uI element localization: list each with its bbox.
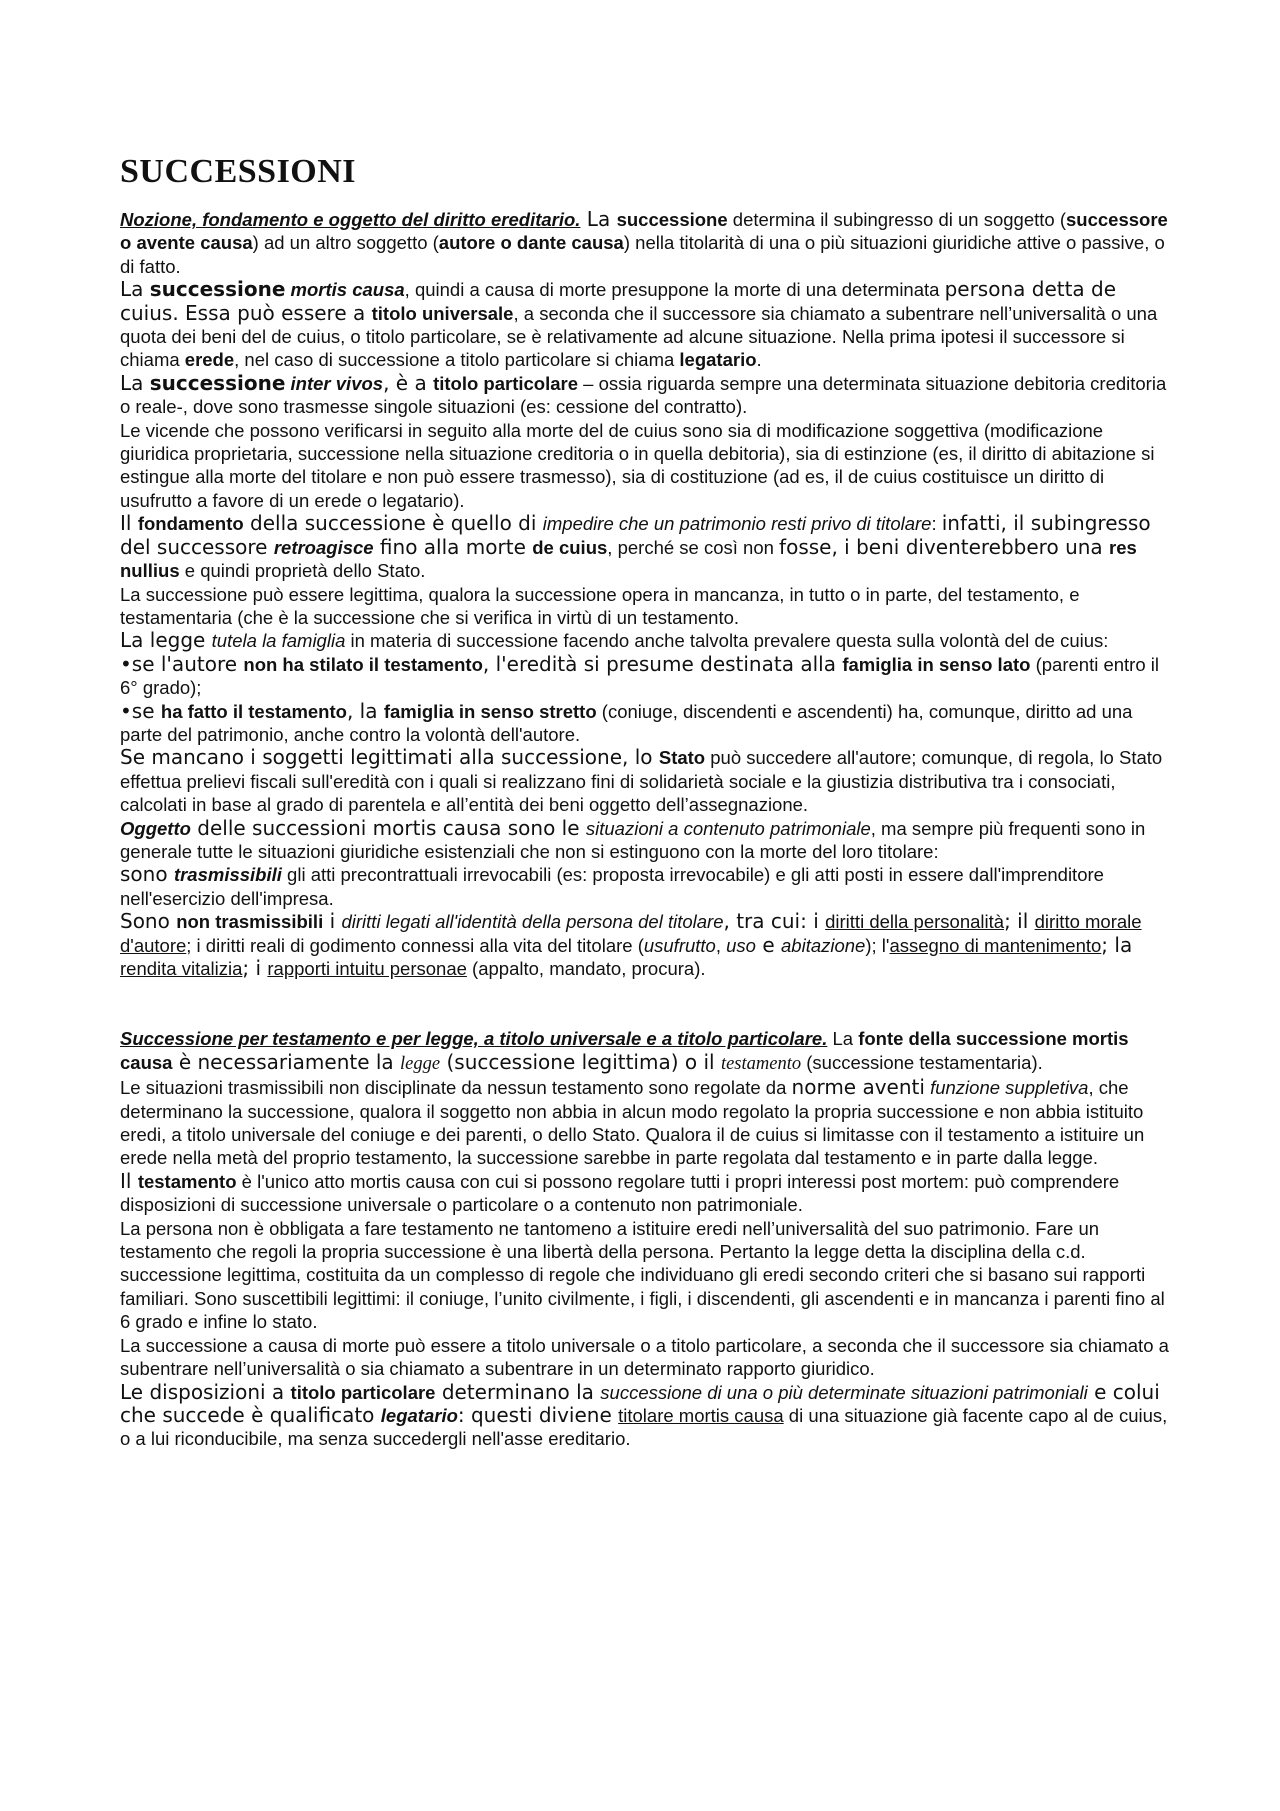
paragraph-non-trasmissibili: Sono non trasmissibili i diritti legati all'identità della persona del titolare, tra cui: i diritti della personalità; il diritto morale d'autore; i diritti reali di godimento connessi alla vita del titolare (usufrutto, uso e abitazione); l'assegno di mantenimento; la rendita vitalizia; i rapporti intuitu personae (appalto, mandato, procura). bbox=[120, 909, 1142, 980]
list-item-con-testamento: •se ha fatto il testamento, la famiglia in senso stretto (coniuge, discendenti e ascendenti) ha, comunque, diritto ad una parte del patrimonio, anche contro la volontà dell'autore. bbox=[120, 698, 1133, 745]
paragraph-stato: Se mancano i soggetti legittimati alla successione, lo Stato può succedere all'autore; comunque, di regola, lo Stato effettua prelievi fiscali sull'eredità con i quali si realizzano fini di solidarietà sociale e la giustizia distributiva tra i consociati, calcolati in base al grado di parentela e all’entità dei beni oggetto dell’assegnazione. bbox=[120, 745, 1163, 816]
paragraph-fonte: Successione per testamento e per legge, a titolo universale e a titolo particolare. La fonte della successione mortis causa è necessariamente la legge (successione legittima) o il testamento (successione testamentaria). bbox=[120, 1028, 1129, 1074]
list-item-senza-testamento: •se l'autore non ha stilato il testamento, l'eredità si presume destinata alla famiglia in senso lato (parenti entro il 6° grado); bbox=[120, 651, 1159, 699]
paragraph-nozione: Nozione, fondamento e oggetto del diritto ereditario. La successione determina il subingresso di un soggetto (successore o avente causa) ad un altro soggetto (autore o dante causa) nella titolarità di una o più situazioni giuridiche attive o passive, o di fatto. bbox=[120, 207, 1168, 277]
section-spacer bbox=[120, 980, 1170, 1027]
paragraph-trasmissibili: sono trasmissibili gli atti precontrattuali irrevocabili (es: proposta irrevocabile) e gli atti posti in essere dall'imprenditore nell'esercizio dell'impresa. bbox=[120, 862, 1104, 909]
document-title: SUCCESSIONI bbox=[120, 153, 357, 190]
paragraph-inter-vivos: La successione inter vivos, è a titolo particolare – ossia riguarda sempre una determinata situazione debitoria creditoria o reale-, dove sono trasmesse singole situazioni (es: cessione del contratto). bbox=[120, 370, 1167, 418]
paragraph-titolo: La successione a causa di morte può essere a titolo universale o a titolo particolare, a seconda che il successore sia chiamato a subentrare nell’universalità o sia chiamato a subentrare in un determinato rapporto giuridico. bbox=[120, 1334, 1169, 1380]
paragraph-liberta: La persona non è obbligata a fare testamento ne tantomeno a istituire eredi nell’universalità del suo patrimonio. Fare un testamento che regoli la propria successione è una libertà della persona. Pertanto la legge detta la disciplina della c.d. successione legittima, costituita da un complesso di regole che individuano gli eredi secondo criteri che si basano sui rapporti familiari. Sono suscettibili legittimi: il coniuge, l’unito civilmente, i figli, i discendenti, gli ascendenti e in mancanza i parenti fino al 6 grado e infine lo stato. bbox=[120, 1217, 1165, 1333]
section-heading-successione: Successione per testamento e per legge, a titolo universale e a titolo particolare. bbox=[120, 1028, 828, 1050]
paragraph-tutela: La legge tutela la famiglia in materia di successione facendo anche talvolta prevalere questa sulla volontà del de cuius: bbox=[120, 628, 1109, 653]
paragraph-fondamento: Il fondamento della successione è quello di impedire che un patrimonio resti privo di titolare: infatti, il subingresso del successore retroagisce fino alla morte de cuius, perché se così non fosse, i beni diventerebbero una res nullius e quindi proprietà dello Stato. bbox=[120, 511, 1151, 582]
section-heading-nozione: Nozione, fondamento e oggetto del diritto ereditario. bbox=[120, 209, 581, 230]
paragraph-legatario: Le disposizioni a titolo particolare determinano la successione di una o più determinate situazioni patrimoniali e colui che succede è qualificato legatario: questi diviene titolare mortis causa di una situazione già facente capo al de cuius, o a lui riconducibile, ma senza succedergli nell'asse ereditario. bbox=[120, 1379, 1168, 1450]
paragraph-testamento: Il testamento è l'unico atto mortis causa con cui si possono regolare tutti i propri interessi post mortem: può comprendere disposizioni di successione universale o particolare o a contenuto non patrimoniale. bbox=[120, 1168, 1120, 1216]
document-page bbox=[120, 150, 1170, 1451]
paragraph-oggetto: Oggetto delle successioni mortis causa sono le situazioni a contenuto patrimoniale, ma sempre più frequenti sono in generale tutte le situazioni giuridiche esistenziali che non si estinguono con la morte del loro titolare: bbox=[120, 815, 1146, 862]
paragraph-mortis-causa: La successione mortis causa, quindi a causa di morte presuppone la morte di una determinata persona detta de cuius. Essa può essere a titolo universale, a seconda che il successore sia chiamato a subentrare nell’universalità o una quota dei beni del de cuius, o titolo particolare, se è relativamente ad alcune situazione. Nella prima ipotesi il successore si chiama erede, nel caso di successione a titolo particolare si chiama legatario. bbox=[120, 277, 1158, 371]
paragraph-legittima: La successione può essere legittima, qualora la successione opera in mancanza, in tutto o in parte, del testamento, e testamentaria (che è la successione che si verifica in virtù di un testamento. bbox=[120, 583, 1080, 628]
paragraph-norme-suppletive: Le situazioni trasmissibili non disciplinate da nessun testamento sono regolate da norme aventi funzione suppletiva, che determinano la successione, qualora il soggetto non abbia in alcun modo regolato la propria successione e non abbia istituito eredi, a titolo universale del coniuge e dei parenti, o dello Stato. Qualora il de cuius si limitasse con il testamento a istituire un erede nella metà del proprio testamento, la successione sarebbe in parte regolata dal testamento e in parte dalla legge. bbox=[120, 1075, 1145, 1169]
paragraph-vicende: Le vicende che possono verificarsi in seguito alla morte del de cuius sono sia di modificazione soggettiva (modificazione giuridica proprietaria, successione nella situazione creditoria o in quella debitoria), sia di estinzione (es, il diritto di abitazione si estingue alla morte del titolare e non può essere trasmesso), sia di costituzione (ad es, il de cuius costituisce un diritto di usufrutto a favore di un erede o legatario). bbox=[120, 419, 1155, 511]
